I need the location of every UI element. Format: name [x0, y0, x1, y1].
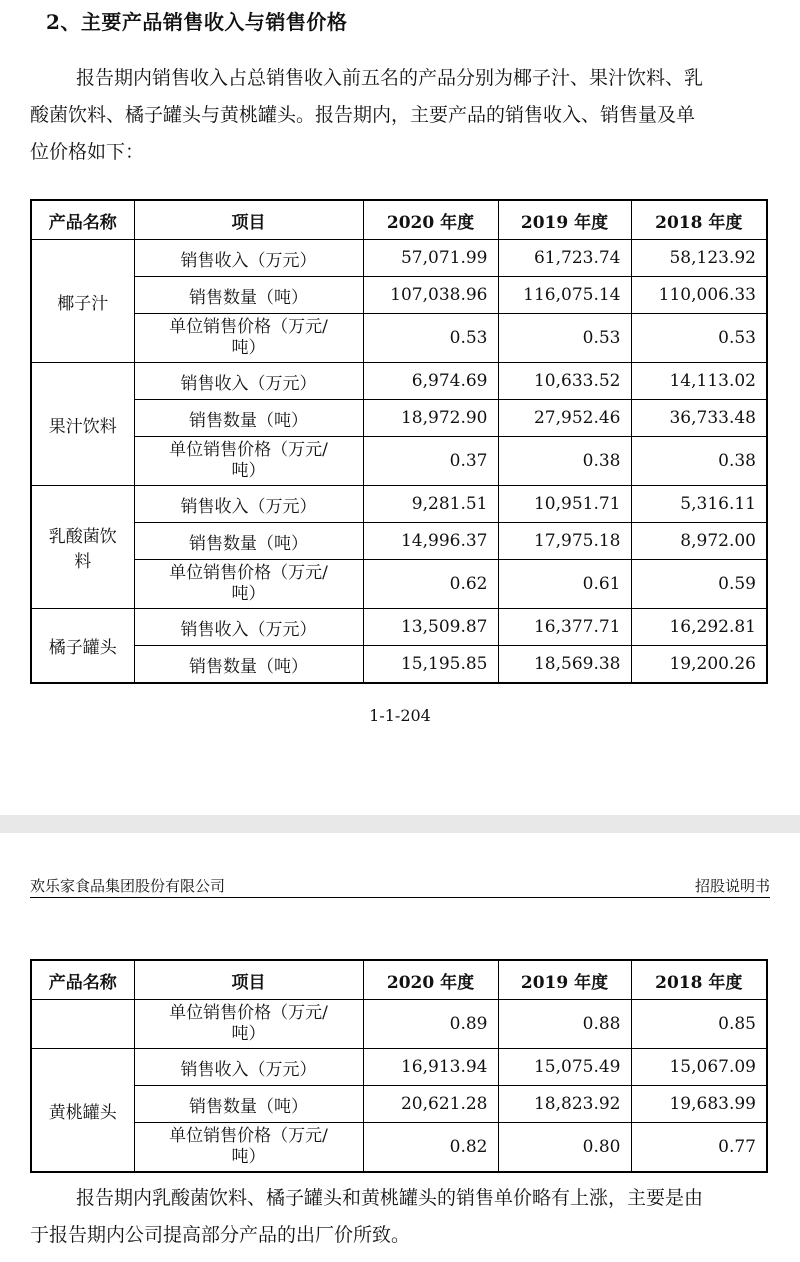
- value-cell: 16,377.71: [498, 609, 631, 646]
- header-item: 项目: [134, 960, 363, 1000]
- table-row: [31, 277, 767, 314]
- intro-paragraph: [30, 60, 774, 171]
- value-cell: 107,038.96: [363, 277, 498, 314]
- header-2019: 2019 年度: [498, 200, 631, 240]
- value-cell: 14,996.37: [363, 523, 498, 560]
- page-number: 1-1-204: [369, 706, 431, 725]
- value-cell: 0.38: [631, 437, 767, 486]
- table-header-row: [31, 960, 767, 1000]
- item-label: 销售收入（万元）: [134, 1049, 363, 1086]
- item-label: 销售收入（万元）: [134, 240, 363, 277]
- value-cell: 0.88: [498, 1000, 631, 1049]
- header-item: 项目: [134, 200, 363, 240]
- table-header-row: [31, 200, 767, 240]
- table-row: [31, 1123, 767, 1173]
- intro-line: 酸菌饮料、橘子罐头与黄桃罐头。报告期内，主要产品的销售收入、销售量及单: [30, 104, 696, 126]
- item-label: 销售收入（万元）: [134, 609, 363, 646]
- table-row: [31, 240, 767, 277]
- value-cell: 110,006.33: [631, 277, 767, 314]
- product-name-cell: 乳酸菌饮料: [31, 486, 134, 609]
- table-row: [31, 1049, 767, 1086]
- table-row: [31, 523, 767, 560]
- value-cell: 17,975.18: [498, 523, 631, 560]
- table-row: [31, 609, 767, 646]
- value-cell: 58,123.92: [631, 240, 767, 277]
- intro-line: 位价格如下：: [30, 141, 145, 163]
- item-label: 单位销售价格（万元/ 吨）: [134, 314, 363, 363]
- value-cell: 20,621.28: [363, 1086, 498, 1123]
- value-cell: 61,723.74: [498, 240, 631, 277]
- header-2020: 2020 年度: [363, 200, 498, 240]
- value-cell: 0.53: [498, 314, 631, 363]
- product-name-cell-continued: [31, 1000, 134, 1049]
- value-cell: 16,913.94: [363, 1049, 498, 1086]
- table-row: [31, 560, 767, 609]
- header-2018: 2018 年度: [631, 960, 767, 1000]
- value-cell: 57,071.99: [363, 240, 498, 277]
- value-cell: 15,075.49: [498, 1049, 631, 1086]
- item-label: 销售数量（吨）: [134, 646, 363, 684]
- item-label: 销售收入（万元）: [134, 363, 363, 400]
- value-cell: 13,509.87: [363, 609, 498, 646]
- intro-line: 报告期内销售收入占总销售收入前五名的产品分别为椰子汁、果汁饮料、乳: [76, 67, 704, 89]
- value-cell: 116,075.14: [498, 277, 631, 314]
- value-cell: 0.80: [498, 1123, 631, 1173]
- conclusion-paragraph: [30, 1180, 774, 1254]
- value-cell: 19,683.99: [631, 1086, 767, 1123]
- header-2018: 2018 年度: [631, 200, 767, 240]
- header-product: 产品名称: [31, 960, 134, 1000]
- value-cell: 6,974.69: [363, 363, 498, 400]
- value-cell: 9,281.51: [363, 486, 498, 523]
- value-cell: 27,952.46: [498, 400, 631, 437]
- document-type-header: 招股说明书: [694, 877, 770, 895]
- value-cell: 16,292.81: [631, 609, 767, 646]
- conclusion-line: 于报告期内公司提高部分产品的出厂价所致。: [30, 1224, 411, 1246]
- value-cell: 0.85: [631, 1000, 767, 1049]
- document-company-header: 欢乐家食品集团股份有限公司: [30, 877, 226, 895]
- item-label: 单位销售价格（万元/ 吨）: [134, 1123, 363, 1173]
- header-product: 产品名称: [31, 200, 134, 240]
- table-row: [31, 437, 767, 486]
- value-cell: 15,067.09: [631, 1049, 767, 1086]
- item-label: 单位销售价格（万元/ 吨）: [134, 560, 363, 609]
- table-row: [31, 646, 767, 684]
- item-label: 销售数量（吨）: [134, 523, 363, 560]
- conclusion-line: 报告期内乳酸菌饮料、橘子罐头和黄桃罐头的销售单价略有上涨，主要是由: [76, 1187, 704, 1209]
- item-label: 销售数量（吨）: [134, 400, 363, 437]
- value-cell: 0.77: [631, 1123, 767, 1173]
- sales-table-part-1: [30, 199, 768, 684]
- header-2019: 2019 年度: [498, 960, 631, 1000]
- value-cell: 8,972.00: [631, 523, 767, 560]
- value-cell: 0.89: [363, 1000, 498, 1049]
- product-name-cell: 椰子汁: [31, 240, 134, 363]
- header-2020: 2020 年度: [363, 960, 498, 1000]
- product-name-cell: 黄桃罐头: [31, 1049, 134, 1173]
- table-row: [31, 1000, 767, 1049]
- sales-table-part-2: [30, 959, 768, 1173]
- page-gap: [0, 815, 800, 833]
- table-row: [31, 363, 767, 400]
- value-cell: 0.37: [363, 437, 498, 486]
- item-label: 销售收入（万元）: [134, 486, 363, 523]
- value-cell: 18,972.90: [363, 400, 498, 437]
- value-cell: 18,823.92: [498, 1086, 631, 1123]
- value-cell: 0.38: [498, 437, 631, 486]
- table-row: [31, 486, 767, 523]
- table-row: [31, 400, 767, 437]
- value-cell: 15,195.85: [363, 646, 498, 684]
- section-heading: 2、主要产品销售收入与销售价格: [46, 10, 348, 34]
- table-row: [31, 314, 767, 363]
- value-cell: 0.82: [363, 1123, 498, 1173]
- item-label: 销售数量（吨）: [134, 1086, 363, 1123]
- value-cell: 0.53: [631, 314, 767, 363]
- value-cell: 0.53: [363, 314, 498, 363]
- item-label: 销售数量（吨）: [134, 277, 363, 314]
- value-cell: 0.59: [631, 560, 767, 609]
- value-cell: 19,200.26: [631, 646, 767, 684]
- value-cell: 10,951.71: [498, 486, 631, 523]
- value-cell: 0.61: [498, 560, 631, 609]
- value-cell: 10,633.52: [498, 363, 631, 400]
- value-cell: 0.62: [363, 560, 498, 609]
- value-cell: 18,569.38: [498, 646, 631, 684]
- value-cell: 36,733.48: [631, 400, 767, 437]
- table-row: [31, 1086, 767, 1123]
- value-cell: 14,113.02: [631, 363, 767, 400]
- item-label: 单位销售价格（万元/ 吨）: [134, 1000, 363, 1049]
- header-divider: [30, 897, 770, 898]
- item-label: 单位销售价格（万元/ 吨）: [134, 437, 363, 486]
- product-name-cell: 果汁饮料: [31, 363, 134, 486]
- value-cell: 5,316.11: [631, 486, 767, 523]
- product-name-cell: 橘子罐头: [31, 609, 134, 684]
